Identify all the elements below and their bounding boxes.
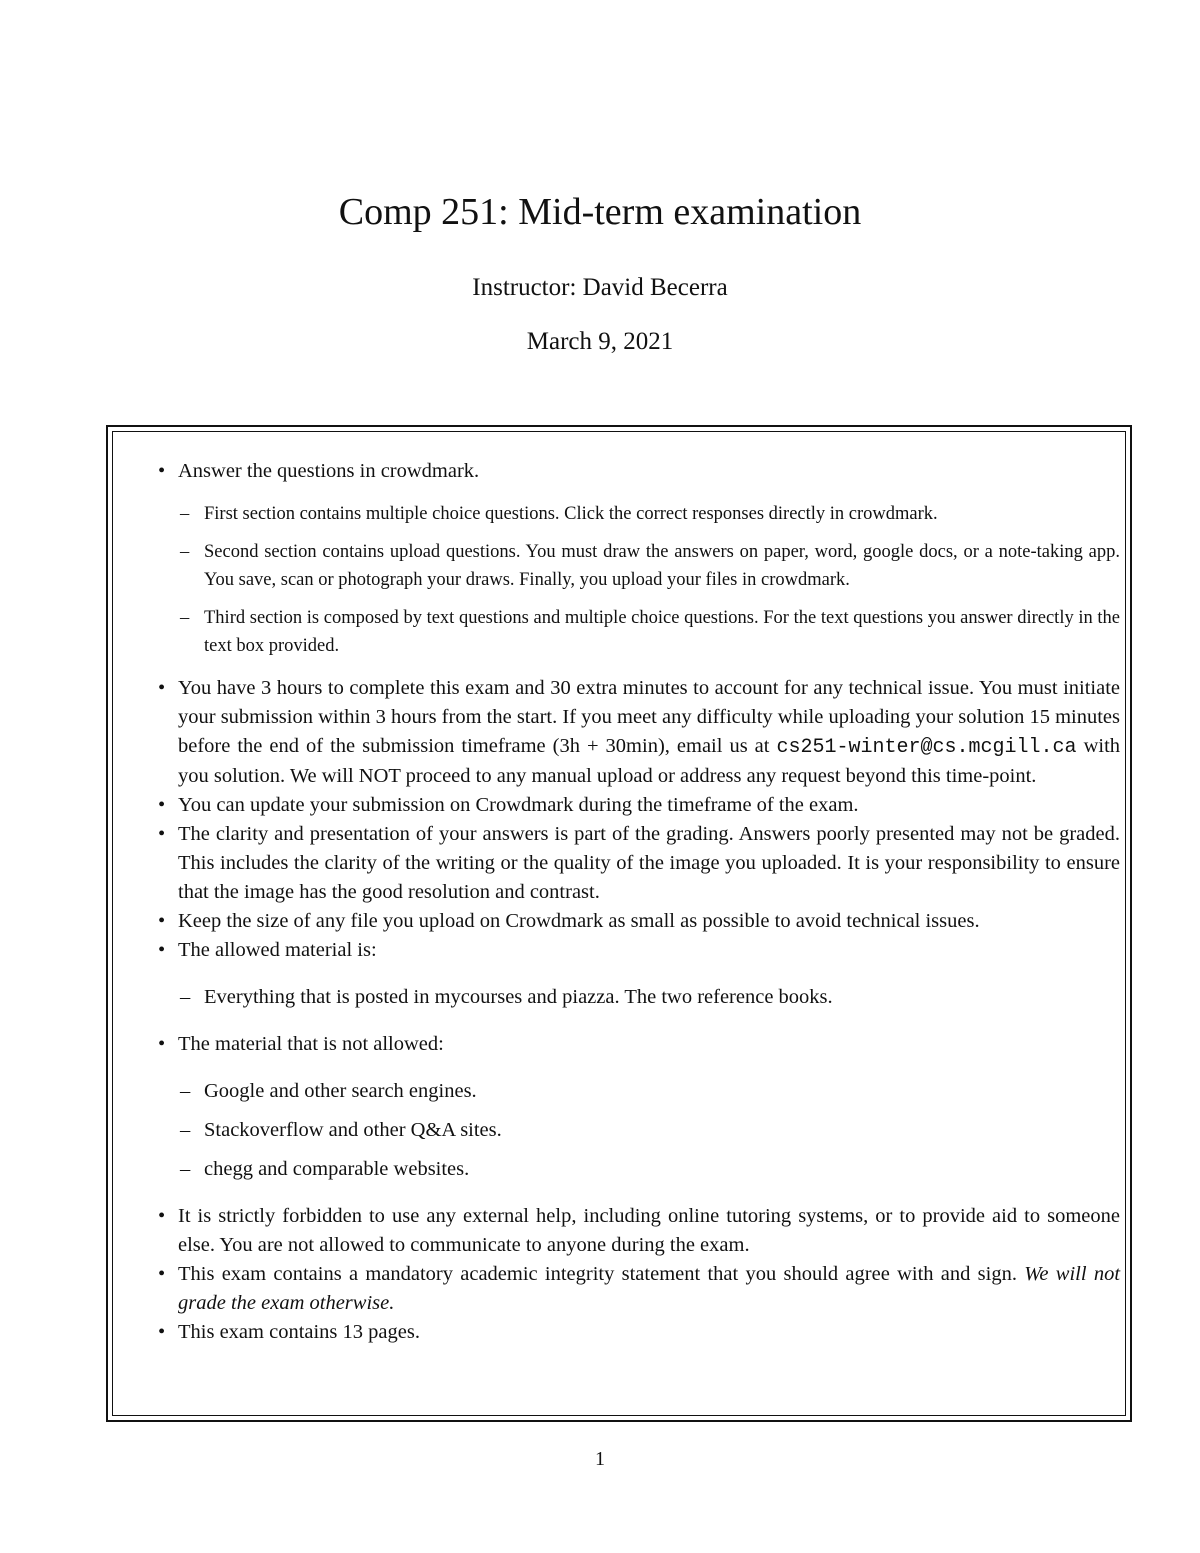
exam-date: March 9, 2021 <box>526 328 674 355</box>
instruction-page-count: • This exam contains 13 pages. <box>154 1318 1120 1347</box>
allowed-material-heading: • The allowed material is: <box>154 936 1120 965</box>
instruction-answer: • Answer the questions in crowdmark. <box>154 457 1120 486</box>
integrity-italic-text: We will not grade the exam otherwise. <box>178 1263 1121 1314</box>
time-text-a: You have 3 hours to complete this exam and 30 extra minutes to account for any technical issue. You must initiate your submission within 3 hours from the start. If you meet any difficulty while uploading your solution 15 minutes before the end of the submission timeframe (3h + 30min), email us at <box>178 677 1120 757</box>
instruction-section-3: – Third section is composed by text questions and multiple choice questions. For the text questions you answer directly in the text box provided. <box>178 604 1120 660</box>
instruction-time-limit <box>154 674 1120 791</box>
not-allowed-item-stackoverflow: – Stackoverflow and other Q&A sites. <box>178 1116 1120 1145</box>
not-allowed-item-google: – Google and other search engines. <box>178 1077 1120 1106</box>
instruction-section-1: – First section contains multiple choice questions. Click the correct responses directly in crowdmark. <box>178 500 1120 528</box>
not-allowed-heading: • The material that is not allowed: <box>154 1030 1120 1059</box>
instruction-forbidden: • It is strictly forbidden to use any external help, including online tutoring systems, or to provide aid to someone else. You are not allowed to communicate to anyone during the exam. <box>154 1202 1120 1260</box>
exam-title: Comp 251: Mid-term examination <box>338 191 862 233</box>
instruction-file-size: • Keep the size of any file you upload on Crowdmark as small as possible to avoid technical issues. <box>154 907 1120 936</box>
instruction-integrity <box>154 1260 1120 1318</box>
instructions-box <box>106 425 1132 1422</box>
instruction-section-2: – Second section contains upload questions. You must draw the answers on paper, word, google docs, or a note-taking app. You save, scan or photograph your draws. Finally, you upload your files in crowdmark. <box>178 538 1120 594</box>
contact-email: cs251-winter@cs.mcgill.ca <box>776 736 1077 759</box>
integrity-text: This exam contains a mandatory academic integrity statement that you should agree with and sign. <box>178 1263 1017 1285</box>
instruction-update: • You can update your submission on Crowdmark during the timeframe of the exam. <box>154 791 1120 820</box>
instructions-list <box>154 457 1120 1347</box>
page-number: 1 <box>595 1448 605 1470</box>
instructor-line: Instructor: David Becerra <box>472 274 728 301</box>
instruction-clarity: • The clarity and presentation of your answers is part of the grading. Answers poorly presented may not be graded. This includes the clarity of the writing or the quality of the image you uploaded. It is your responsibility to ensure that the image has the good resolution and contrast. <box>154 820 1120 907</box>
time-text-b: with you solution. We will NOT proceed to any manual upload or address any request beyond this time-point. <box>178 735 1121 787</box>
allowed-material-item: – Everything that is posted in mycourses and piazza. The two reference books. <box>178 983 1120 1012</box>
not-allowed-item-chegg: – chegg and comparable websites. <box>178 1155 1120 1184</box>
